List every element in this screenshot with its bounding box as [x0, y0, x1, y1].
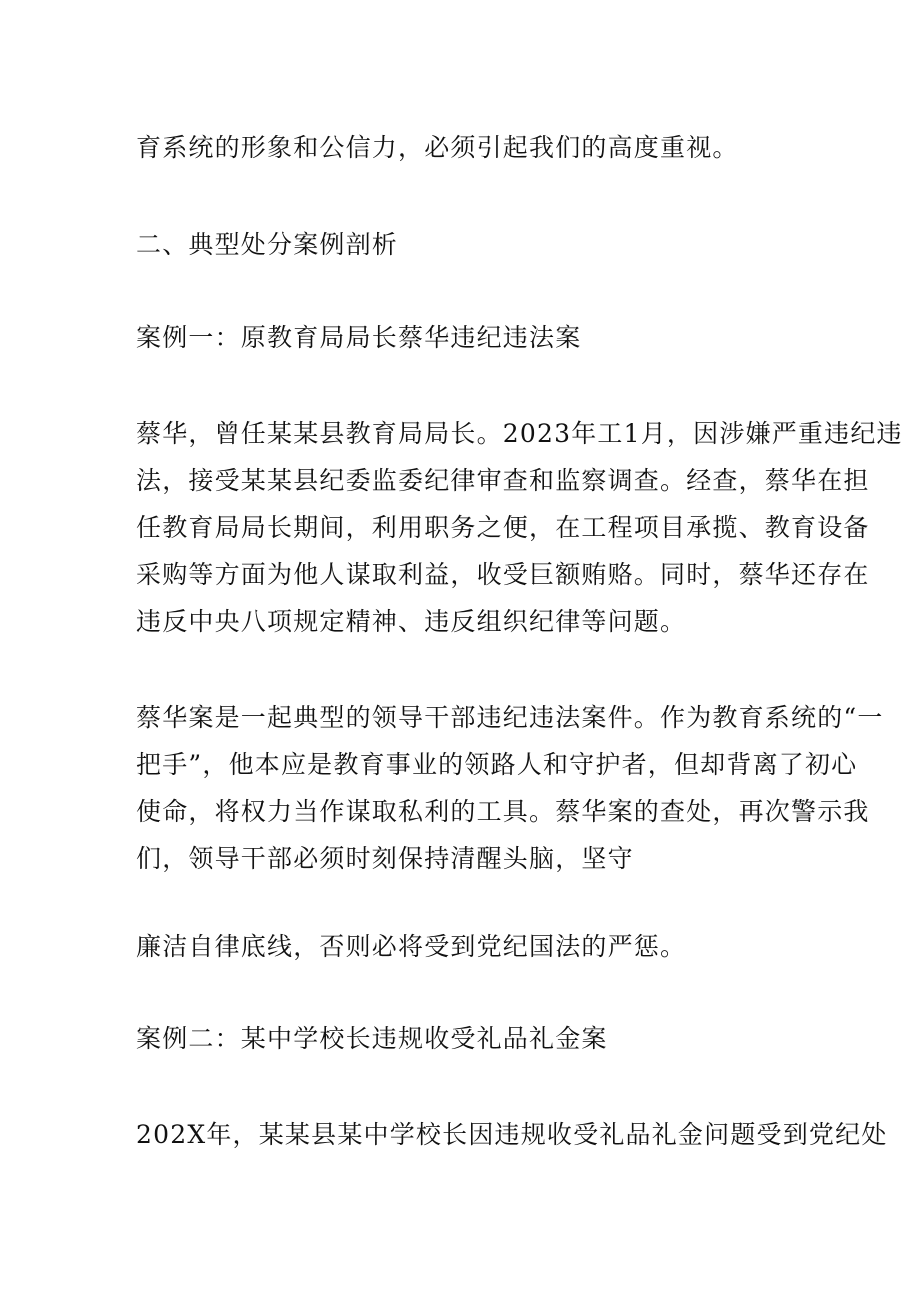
- case1-paragraph-3: 廉洁自律底线，否则必将受到党纪国法的严惩。: [136, 932, 687, 961]
- intro-tail-line: 育系统的形象和公信力，必须引起我们的高度重视。: [136, 133, 739, 162]
- paragraph-line: 把手”，他本应是教育事业的领路人和守护者，但却背离了初心: [136, 750, 858, 779]
- paragraph-line: 法，接受某某县纪委监委纪律审查和监察调查。经查，蔡华在担: [136, 466, 870, 495]
- paragraph-line: 违反中央八项规定精神、违反组织纪律等问题。: [136, 607, 687, 636]
- paragraph-line: 蔡华案是一起典型的领导干部违纪违法案件。作为教育系统的“一: [136, 703, 884, 732]
- paragraph-line: 使命，将权力当作谋取私利的工具。蔡华案的查处，再次警示我: [136, 797, 870, 826]
- case2-paragraph-1-line: 202X年，某某县某中学校长因违规收受礼品礼金问题受到党纪处: [136, 1120, 888, 1149]
- case1-title: 案例一：原教育局局长蔡华违纪违法案: [136, 323, 582, 352]
- section-heading: 二、典型处分案例剖析: [136, 230, 399, 259]
- paragraph-line: 任教育局局长期间，利用职务之便，在工程项目承揽、教育设备: [136, 513, 870, 542]
- paragraph-line: 采购等方面为他人谋取利益，收受巨额贿赂。同时，蔡华还存在: [136, 560, 870, 589]
- case2-title: 案例二：某中学校长违规收受礼品礼金案: [136, 1024, 608, 1053]
- paragraph-line: 蔡华，曾任某某县教育局局长。2023年工1月，因涉嫌严重违纪违: [136, 419, 903, 448]
- paragraph-line: 们，领导干部必须时刻保持清醒头脑，坚守: [136, 844, 634, 873]
